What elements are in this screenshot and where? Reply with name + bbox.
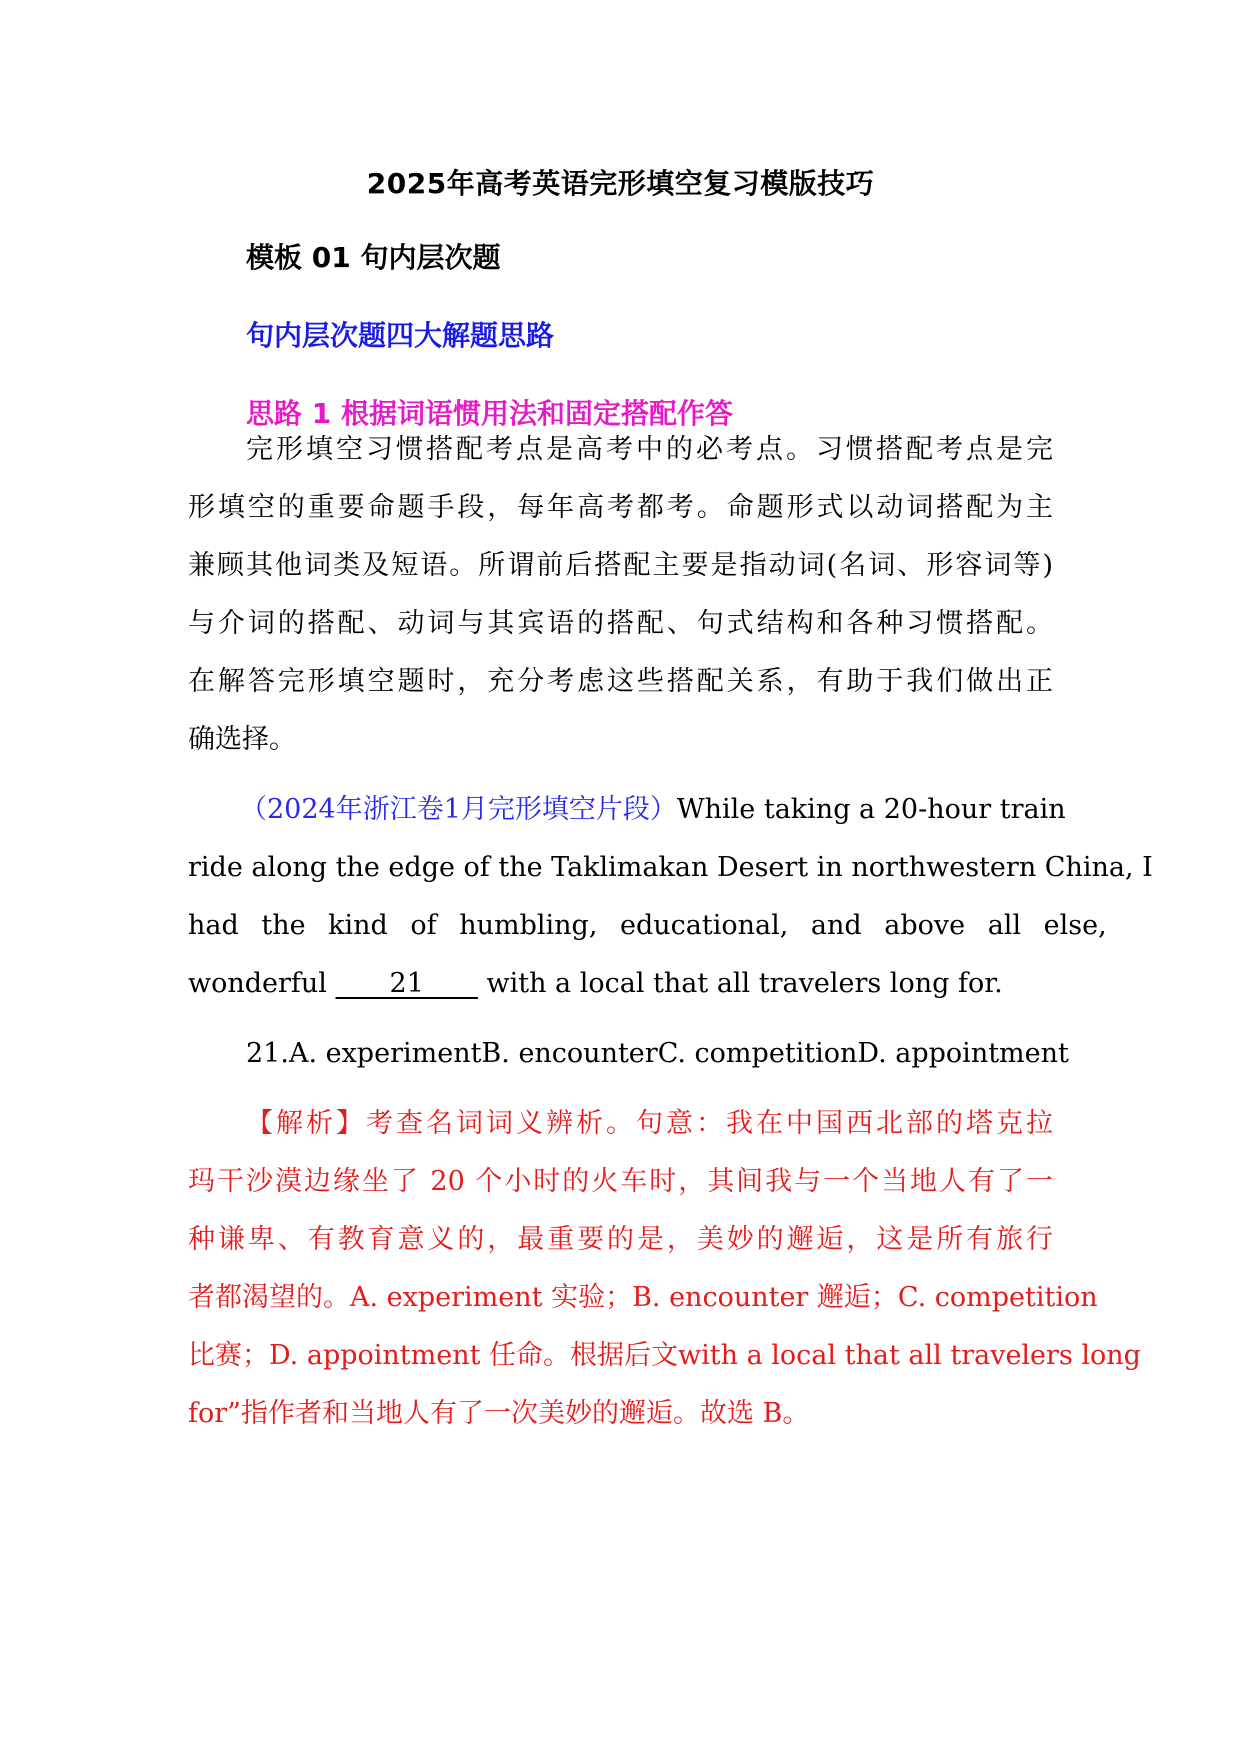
analysis-line: 者都渴望的。A. experiment 实验；B. encounter 邂逅；C. competition [188,1282,1098,1313]
example-line: had the kind of humbling, educational, and above all else, [188,910,1107,941]
example-source: （2024年浙江卷1月完形填空片段） [240,794,677,825]
analysis-line: for”指作者和当地人有了一次美妙的邂逅。故选 B。 [188,1398,810,1429]
answer-blank: ____21____ [335,968,478,999]
intro-line: 确选择。 [188,724,296,755]
intro-line: 兼顾其他词类及短语。所谓前后搭配主要是指动词(名词、形容词等) [188,550,1053,581]
example-text: wonderful [188,968,336,999]
example-line [240,790,1066,830]
intro-line: 形填空的重要命题手段，每年高考都考。命题形式以动词搭配为主 [188,492,1053,523]
template-heading: 模板 01 句内层次题 [246,241,501,274]
analysis-line: 玛干沙漠边缘坐了 20 个小时的火车时，其间我与一个当地人有了一 [188,1166,1053,1197]
example-line [188,964,1053,1004]
intro-line: 与介词的搭配、动词与其宾语的搭配、句式结构和各种习惯搭配。 [188,608,1053,639]
intro-line: 完形填空习惯搭配考点是高考中的必考点。习惯搭配考点是完 [246,434,1053,465]
example-line: ride along the edge of the Taklimakan Desert in northwestern China, I [188,852,1153,883]
example-text: While taking a 20-hour train [676,794,1066,825]
document-title: 2025年高考英语完形填空复习模版技巧 [366,167,875,200]
strategy-heading: 思路 1 根据词语惯用法和固定搭配作答 [246,397,733,430]
analysis-line: 比赛；D. appointment 任命。根据后文with a local that all travelers long [188,1340,1141,1371]
example-text: with a local that all travelers long for. [477,968,1003,999]
intro-line: 在解答完形填空题时，充分考虑这些搭配关系，有助于我们做出正 [188,666,1053,697]
analysis-line: 【解析】考查名词词义辨析。句意：我在中国西北部的塔克拉 [246,1108,1053,1139]
question-options: 21.A. experimentB. encounterC. competitionD. appointment [246,1038,1069,1069]
analysis-line: 种谦卑、有教育意义的，最重要的是，美妙的邂逅，这是所有旅行 [188,1224,1053,1255]
section-heading: 句内层次题四大解题思路 [246,319,555,352]
